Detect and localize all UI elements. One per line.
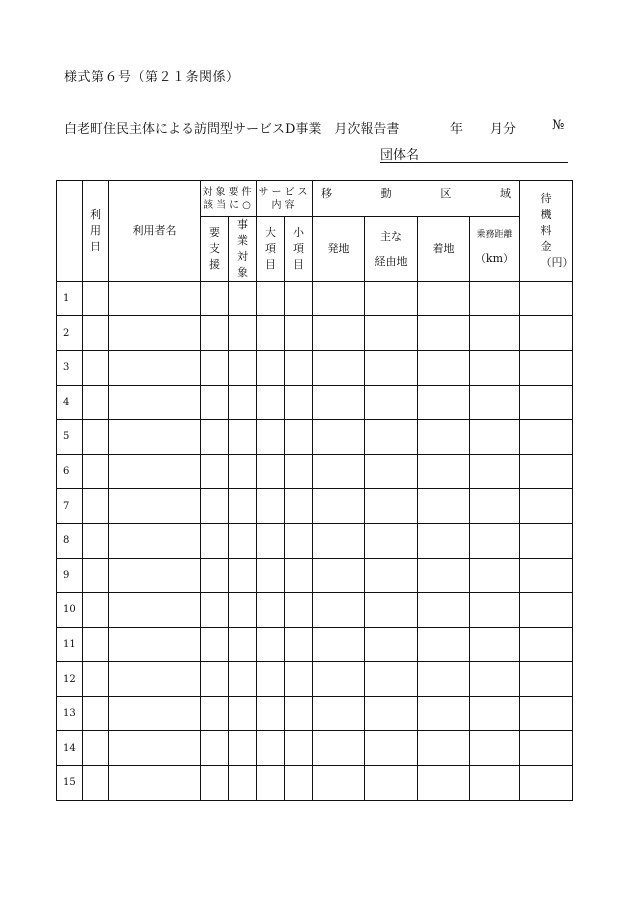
table-cell[interactable] bbox=[313, 316, 365, 351]
row-number-header bbox=[57, 181, 83, 282]
table-cell[interactable] bbox=[109, 731, 201, 766]
table-cell[interactable] bbox=[201, 489, 229, 524]
table-cell[interactable] bbox=[470, 281, 520, 316]
row-number: 9 bbox=[57, 558, 83, 593]
table-cell[interactable] bbox=[285, 489, 313, 524]
row-number: 4 bbox=[57, 385, 83, 420]
table-cell[interactable] bbox=[201, 523, 229, 558]
table-cell[interactable] bbox=[365, 385, 418, 420]
table-cell[interactable] bbox=[257, 662, 285, 697]
table-row bbox=[57, 696, 573, 731]
table-cell[interactable] bbox=[470, 523, 520, 558]
arrival-header: 着地 bbox=[418, 217, 470, 282]
table-cell[interactable] bbox=[313, 350, 365, 385]
table-cell[interactable] bbox=[83, 454, 109, 489]
table-cell[interactable] bbox=[285, 523, 313, 558]
table-cell[interactable] bbox=[257, 454, 285, 489]
table-cell[interactable] bbox=[365, 627, 418, 662]
row-number: 12 bbox=[57, 662, 83, 697]
table-cell[interactable] bbox=[418, 350, 470, 385]
table-cell[interactable] bbox=[229, 593, 257, 628]
table-cell[interactable] bbox=[229, 731, 257, 766]
table-cell[interactable] bbox=[470, 420, 520, 455]
table-cell[interactable] bbox=[313, 731, 365, 766]
table-cell[interactable] bbox=[520, 662, 573, 697]
table-cell[interactable] bbox=[470, 593, 520, 628]
table-cell[interactable] bbox=[418, 696, 470, 731]
table-cell[interactable] bbox=[285, 420, 313, 455]
table-row bbox=[57, 420, 573, 455]
row-number: 13 bbox=[57, 696, 83, 731]
table-row bbox=[57, 489, 573, 524]
table-cell[interactable] bbox=[109, 420, 201, 455]
support-required-header: 要支援 bbox=[201, 217, 229, 282]
month-label: 月分 bbox=[490, 122, 517, 137]
table-cell[interactable] bbox=[257, 766, 285, 801]
table-cell[interactable] bbox=[520, 731, 573, 766]
table-cell[interactable] bbox=[229, 420, 257, 455]
table-cell[interactable] bbox=[109, 558, 201, 593]
user-name-header: 利用者名 bbox=[109, 181, 201, 282]
minor-item-header: 小項目 bbox=[285, 217, 313, 282]
table-cell[interactable] bbox=[83, 350, 109, 385]
table-cell[interactable] bbox=[109, 593, 201, 628]
table-cell[interactable] bbox=[520, 558, 573, 593]
table-cell[interactable] bbox=[109, 316, 201, 351]
table-cell[interactable] bbox=[83, 523, 109, 558]
table-cell[interactable] bbox=[109, 489, 201, 524]
table-cell[interactable] bbox=[201, 454, 229, 489]
table-cell[interactable] bbox=[313, 627, 365, 662]
via-header: 主な 経由地 bbox=[365, 217, 418, 282]
table-cell[interactable] bbox=[109, 281, 201, 316]
group-name-field[interactable] bbox=[380, 144, 568, 163]
table-cell[interactable] bbox=[83, 696, 109, 731]
table-cell[interactable] bbox=[229, 766, 257, 801]
table-cell[interactable] bbox=[365, 696, 418, 731]
row-number: 1 bbox=[57, 281, 83, 316]
table-cell[interactable] bbox=[109, 523, 201, 558]
table-cell[interactable] bbox=[313, 420, 365, 455]
table-cell[interactable] bbox=[201, 281, 229, 316]
table-cell[interactable] bbox=[313, 662, 365, 697]
table-cell[interactable] bbox=[365, 281, 418, 316]
table-cell[interactable] bbox=[229, 350, 257, 385]
group-name-label: 団体名 bbox=[380, 148, 420, 163]
table-cell[interactable] bbox=[285, 593, 313, 628]
table-cell[interactable] bbox=[313, 593, 365, 628]
table-cell[interactable] bbox=[229, 558, 257, 593]
row-number: 6 bbox=[57, 454, 83, 489]
table-cell[interactable] bbox=[365, 316, 418, 351]
table-cell[interactable] bbox=[257, 627, 285, 662]
row-number: 3 bbox=[57, 350, 83, 385]
table-cell[interactable] bbox=[470, 385, 520, 420]
table-cell[interactable] bbox=[83, 489, 109, 524]
table-cell[interactable] bbox=[201, 766, 229, 801]
table-cell[interactable] bbox=[285, 385, 313, 420]
table-cell[interactable] bbox=[418, 766, 470, 801]
report-rows bbox=[57, 281, 573, 800]
row-number: 10 bbox=[57, 593, 83, 628]
waiting-fee-header: 待機料金（円） bbox=[520, 181, 573, 282]
table-cell[interactable] bbox=[201, 593, 229, 628]
table-cell[interactable] bbox=[520, 593, 573, 628]
table-cell[interactable] bbox=[418, 558, 470, 593]
table-cell[interactable] bbox=[313, 454, 365, 489]
row-number: 15 bbox=[57, 766, 83, 801]
distance-header: 乗務距離 （km） bbox=[470, 217, 520, 282]
table-row bbox=[57, 627, 573, 662]
table-cell[interactable] bbox=[229, 489, 257, 524]
table-cell[interactable] bbox=[520, 523, 573, 558]
table-cell[interactable] bbox=[470, 766, 520, 801]
table-row bbox=[57, 385, 573, 420]
table-cell[interactable] bbox=[201, 731, 229, 766]
table-cell[interactable] bbox=[83, 385, 109, 420]
table-cell[interactable] bbox=[520, 489, 573, 524]
table-cell[interactable] bbox=[257, 281, 285, 316]
table-cell[interactable] bbox=[470, 316, 520, 351]
table-cell[interactable] bbox=[470, 350, 520, 385]
table-cell[interactable] bbox=[83, 627, 109, 662]
table-cell[interactable] bbox=[418, 523, 470, 558]
table-cell[interactable] bbox=[285, 696, 313, 731]
number-label: № bbox=[552, 118, 565, 133]
table-cell[interactable] bbox=[520, 420, 573, 455]
row-number: 8 bbox=[57, 523, 83, 558]
table-cell[interactable] bbox=[285, 662, 313, 697]
table-cell[interactable] bbox=[365, 593, 418, 628]
table-cell[interactable] bbox=[109, 627, 201, 662]
table-cell[interactable] bbox=[470, 558, 520, 593]
table-cell[interactable] bbox=[520, 281, 573, 316]
table-cell[interactable] bbox=[83, 420, 109, 455]
table-cell[interactable] bbox=[418, 281, 470, 316]
row-number: 7 bbox=[57, 489, 83, 524]
table-cell[interactable] bbox=[285, 350, 313, 385]
table-cell[interactable] bbox=[201, 385, 229, 420]
table-cell[interactable] bbox=[313, 558, 365, 593]
table-cell[interactable] bbox=[109, 662, 201, 697]
table-cell[interactable] bbox=[285, 558, 313, 593]
table-cell[interactable] bbox=[365, 420, 418, 455]
table-row bbox=[57, 766, 573, 801]
table-cell[interactable] bbox=[83, 662, 109, 697]
table-cell[interactable] bbox=[365, 523, 418, 558]
table-cell[interactable] bbox=[109, 766, 201, 801]
table-cell[interactable] bbox=[520, 350, 573, 385]
table-cell[interactable] bbox=[83, 281, 109, 316]
table-cell[interactable] bbox=[201, 350, 229, 385]
table-cell[interactable] bbox=[109, 696, 201, 731]
table-row bbox=[57, 454, 573, 489]
table-cell[interactable] bbox=[520, 766, 573, 801]
table-cell[interactable] bbox=[201, 316, 229, 351]
table-cell[interactable] bbox=[257, 420, 285, 455]
table-cell[interactable] bbox=[365, 350, 418, 385]
table-cell[interactable] bbox=[229, 385, 257, 420]
table-cell[interactable] bbox=[365, 558, 418, 593]
table-cell[interactable] bbox=[229, 662, 257, 697]
table-cell[interactable] bbox=[201, 696, 229, 731]
table-cell[interactable] bbox=[365, 662, 418, 697]
table-cell[interactable] bbox=[313, 281, 365, 316]
table-cell[interactable] bbox=[520, 385, 573, 420]
table-row bbox=[57, 662, 573, 697]
table-cell[interactable] bbox=[109, 454, 201, 489]
table-cell[interactable] bbox=[313, 489, 365, 524]
table-cell[interactable] bbox=[257, 316, 285, 351]
table-cell[interactable] bbox=[520, 627, 573, 662]
table-cell[interactable] bbox=[313, 523, 365, 558]
table-row bbox=[57, 731, 573, 766]
table-cell[interactable] bbox=[313, 385, 365, 420]
eligibility-group-header: 対象要件該当に○ bbox=[201, 181, 257, 217]
row-number: 2 bbox=[57, 316, 83, 351]
table-cell[interactable] bbox=[257, 731, 285, 766]
table-cell[interactable] bbox=[313, 696, 365, 731]
table-cell[interactable] bbox=[229, 316, 257, 351]
table-cell[interactable] bbox=[201, 558, 229, 593]
table-row bbox=[57, 523, 573, 558]
table-cell[interactable] bbox=[257, 385, 285, 420]
table-cell[interactable] bbox=[229, 523, 257, 558]
table-cell[interactable] bbox=[229, 696, 257, 731]
table-row bbox=[57, 316, 573, 351]
monthly-report-table bbox=[56, 180, 573, 801]
table-cell[interactable] bbox=[201, 627, 229, 662]
table-cell[interactable] bbox=[257, 489, 285, 524]
table-cell[interactable] bbox=[109, 350, 201, 385]
table-row bbox=[57, 350, 573, 385]
table-cell[interactable] bbox=[229, 454, 257, 489]
table-cell[interactable] bbox=[285, 281, 313, 316]
departure-header: 発地 bbox=[313, 217, 365, 282]
table-cell[interactable] bbox=[83, 766, 109, 801]
table-cell[interactable] bbox=[285, 627, 313, 662]
table-cell[interactable] bbox=[365, 731, 418, 766]
table-cell[interactable] bbox=[83, 316, 109, 351]
table-row bbox=[57, 281, 573, 316]
table-cell[interactable] bbox=[285, 316, 313, 351]
table-cell[interactable] bbox=[257, 350, 285, 385]
table-cell[interactable] bbox=[418, 731, 470, 766]
row-number: 11 bbox=[57, 627, 83, 662]
table-cell[interactable] bbox=[470, 731, 520, 766]
table-cell[interactable] bbox=[418, 316, 470, 351]
table-cell[interactable] bbox=[83, 593, 109, 628]
table-cell[interactable] bbox=[418, 593, 470, 628]
table-cell[interactable] bbox=[470, 627, 520, 662]
table-row bbox=[57, 593, 573, 628]
report-title: 白老町住民主体による訪問型サービスD事業 月次報告書 bbox=[64, 122, 400, 137]
table-cell[interactable] bbox=[418, 662, 470, 697]
table-cell[interactable] bbox=[313, 766, 365, 801]
table-cell[interactable] bbox=[285, 731, 313, 766]
table-cell[interactable] bbox=[520, 696, 573, 731]
business-target-header: 事業対象 bbox=[229, 217, 257, 282]
table-cell[interactable] bbox=[201, 420, 229, 455]
table-cell[interactable] bbox=[470, 489, 520, 524]
major-item-header: 大項目 bbox=[257, 217, 285, 282]
table-cell[interactable] bbox=[229, 281, 257, 316]
form-number: 様式第６号（第２１条関係） bbox=[64, 70, 240, 85]
year-label: 年 bbox=[450, 122, 464, 137]
table-cell[interactable] bbox=[418, 385, 470, 420]
table-cell[interactable] bbox=[418, 627, 470, 662]
table-cell[interactable] bbox=[229, 627, 257, 662]
table-cell[interactable] bbox=[285, 766, 313, 801]
table-cell[interactable] bbox=[418, 420, 470, 455]
service-content-header: サービス内容 bbox=[257, 181, 313, 217]
row-number: 5 bbox=[57, 420, 83, 455]
table-cell[interactable] bbox=[257, 523, 285, 558]
table-cell[interactable] bbox=[520, 316, 573, 351]
table-cell[interactable] bbox=[365, 766, 418, 801]
move-area-header: 移 動 区 域 bbox=[313, 181, 520, 217]
table-cell[interactable] bbox=[285, 454, 313, 489]
table-cell[interactable] bbox=[520, 454, 573, 489]
table-cell[interactable] bbox=[201, 662, 229, 697]
table-cell[interactable] bbox=[83, 558, 109, 593]
table-cell[interactable] bbox=[365, 454, 418, 489]
table-cell[interactable] bbox=[418, 489, 470, 524]
table-cell[interactable] bbox=[83, 731, 109, 766]
table-cell[interactable] bbox=[470, 696, 520, 731]
table-row bbox=[57, 558, 573, 593]
table-cell[interactable] bbox=[109, 385, 201, 420]
table-cell[interactable] bbox=[470, 662, 520, 697]
table-cell[interactable] bbox=[365, 489, 418, 524]
table-cell[interactable] bbox=[470, 454, 520, 489]
table-cell[interactable] bbox=[257, 558, 285, 593]
table-cell[interactable] bbox=[257, 696, 285, 731]
row-number: 14 bbox=[57, 731, 83, 766]
table-cell[interactable] bbox=[257, 593, 285, 628]
date-header: 利用日 bbox=[83, 181, 109, 282]
table-cell[interactable] bbox=[418, 454, 470, 489]
